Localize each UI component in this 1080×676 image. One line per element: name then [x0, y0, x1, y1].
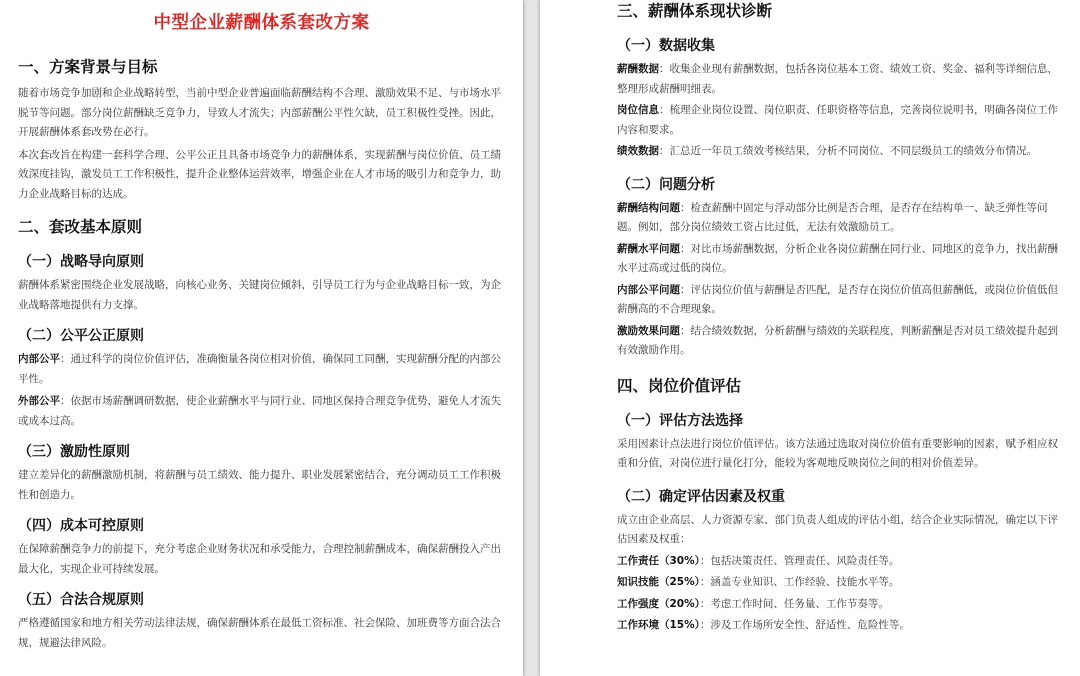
item-label: 内部公平问题 — [617, 283, 680, 296]
item-label: 激励效果问题 — [617, 324, 680, 337]
section-heading-background: 一、方案背景与目标 — [18, 58, 158, 76]
subheading-legal-principle: （五）合法合规原则 — [18, 592, 144, 608]
list-item — [617, 616, 1060, 636]
list-item — [617, 101, 1060, 140]
list-item — [617, 281, 1060, 320]
internal-fairness-text: ：通过科学的岗位价值评估，准确衡量各岗位相对价值，确保同工同酬，实现薪酬分配的内部公平性。 — [18, 353, 501, 385]
list-item — [617, 322, 1060, 361]
internal-fairness-paragraph — [18, 350, 505, 389]
item-label: 薪酬数据 — [617, 63, 659, 75]
subheading-strategy-principle: （一）战略导向原则 — [18, 254, 144, 270]
list-item — [617, 240, 1060, 279]
item-label: 工作强度（20%） — [617, 597, 700, 610]
external-fairness-label: 外部公平 — [18, 395, 60, 407]
item-text: ：评估岗位价值与薪酬是否匹配，是否存在岗位价值高但薪酬低，或岗位价值低但薪酬高的不合理现象。 — [617, 283, 1058, 315]
external-fairness-paragraph — [18, 392, 505, 431]
list-item — [617, 595, 1060, 615]
internal-fairness-label: 内部公平 — [18, 353, 60, 365]
list-item — [617, 552, 1060, 572]
list-item — [617, 199, 1060, 238]
document-page-left — [0, 0, 523, 676]
item-text: ：收集企业现有薪酬数据，包括各岗位基本工资、绩效工资、奖金、福利等详细信息，整理形成薪酬明细表。 — [617, 63, 1058, 95]
item-label: 工作环境（15%） — [617, 619, 700, 631]
subheading-problem-analysis: （二）问题分析 — [617, 176, 715, 193]
external-fairness-text: ：依据市场薪酬调研数据，使企业薪酬水平与同行业、同地区保持合理竞争优势，避免人才流失或成本过高。 — [18, 395, 501, 427]
section-heading-job-evaluation: 四、岗位价值评估 — [617, 376, 742, 395]
item-text: ：汇总近一年员工绩效考核结果，分析不同岗位、不同层级员工的绩效分布情况。 — [659, 145, 1037, 157]
section-heading-diagnosis: 三、薪酬体系现状诊断 — [617, 2, 773, 20]
item-label: 知识技能（25%） — [617, 576, 700, 588]
item-text: ：对比市场薪酬数据，分析企业各岗位薪酬在同行业、同地区的竞争力，找出薪酬水平过高或过低的岗位。 — [617, 242, 1058, 274]
subheading-fairness-principle: （二）公平公正原则 — [18, 328, 144, 344]
item-text: ：梳理企业岗位设置、岗位职责、任职资格等信息，完善岗位说明书，明确各岗位工作内容和要求。 — [617, 104, 1058, 136]
item-text: ：包括决策责任、管理责任、风险责任等。 — [699, 554, 900, 567]
document-page-right — [540, 0, 1080, 676]
background-paragraph-2: 本次套改旨在构建一套科学合理、公平公正且具备市场竞争力的薪酬体系，实现薪酬与岗位价值、员工绩效深度挂钩，激发员工工作积极性，提升企业整体运营效率，增强企业在人才市场的吸引力和竞争力，助力企业战略目标的达成。 — [18, 148, 501, 200]
list-item — [617, 142, 1060, 162]
item-text: ：检查薪酬中固定与浮动部分比例是否合理，是否存在结构单一、缺乏弹性等问题。例如，部分岗位绩效工资占比过低，无法有效激励员工。 — [617, 201, 1048, 233]
item-label: 绩效数据 — [617, 145, 659, 157]
item-text: ：结合绩效数据，分析薪酬与绩效的关联程度，判断薪酬是否对员工绩效提升起到有效激励作用。 — [617, 324, 1058, 356]
background-paragraph-1: 随着市场竞争加剧和企业战略转型，当前中型企业普遍面临薪酬结构不合理、激励效果不足、与市场水平脱节等问题。部分岗位薪酬缺乏竞争力，导致人才流失；内部薪酬公平性欠缺，员工积极性受挫。因此，开展薪酬体系套改势在必行。 — [18, 87, 501, 138]
legal-principle-paragraph: 严格遵循国家和地方相关劳动法律法规，确保薪酬体系在最低工资标准、社会保险、加班费等方面合法合规，规避法律风险。 — [18, 617, 501, 649]
document-title: 中型企业薪酬体系套改方案 — [153, 13, 370, 33]
item-label: 薪酬水平问题 — [617, 242, 680, 255]
item-label: 岗位信息 — [617, 104, 659, 116]
item-label: 薪酬结构问题 — [617, 201, 680, 214]
subheading-cost-principle: （四）成本可控原则 — [18, 518, 144, 534]
subheading-method-selection: （一）评估方法选择 — [617, 412, 743, 429]
cost-principle-paragraph: 在保障薪酬竞争力的前提下，充分考虑企业财务状况和承受能力，合理控制薪酬成本，确保薪酬投入产出最大化，实现企业可持续发展。 — [18, 543, 501, 575]
subheading-incentive-principle: （三）激励性原则 — [18, 444, 130, 460]
list-item — [617, 60, 1060, 99]
item-text: ：涵盖专业知识、工作经验、技能水平等。 — [699, 576, 900, 588]
subheading-data-collection: （一）数据收集 — [617, 38, 715, 54]
list-item — [617, 573, 1060, 593]
section-heading-principles: 二、套改基本原则 — [18, 218, 143, 236]
incentive-principle-paragraph: 建立差异化的薪酬激励机制，将薪酬与员工绩效、能力提升、职业发展紧密结合，充分调动员工工作积极性和创造力。 — [18, 469, 501, 501]
item-text: ：考虑工作时间、任务量、工作节奏等。 — [699, 597, 889, 610]
subheading-factors-weights: （二）确定评估因素及权重 — [617, 488, 785, 505]
item-text: ：涉及工作场所安全性、舒适性、危险性等。 — [699, 619, 910, 631]
method-selection-paragraph: 采用因素计点法进行岗位价值评估。该方法通过选取对岗位价值有重要影响的因素，赋予相应权重和分值，对岗位进行量化打分，能较为客观地反映岗位之间的相对价值差异。 — [617, 437, 1058, 469]
factors-intro-paragraph: 成立由企业高层、人力资源专家、部门负责人组成的评估小组，结合企业实际情况，确定以下评估因素及权重： — [617, 513, 1058, 545]
strategy-principle-paragraph: 薪酬体系紧密围绕企业发展战略，向核心业务、关键岗位倾斜，引导员工行为与企业战略目标一致，为企业战略落地提供有力支撑。 — [18, 279, 501, 311]
item-label: 工作责任（30%） — [617, 554, 700, 567]
